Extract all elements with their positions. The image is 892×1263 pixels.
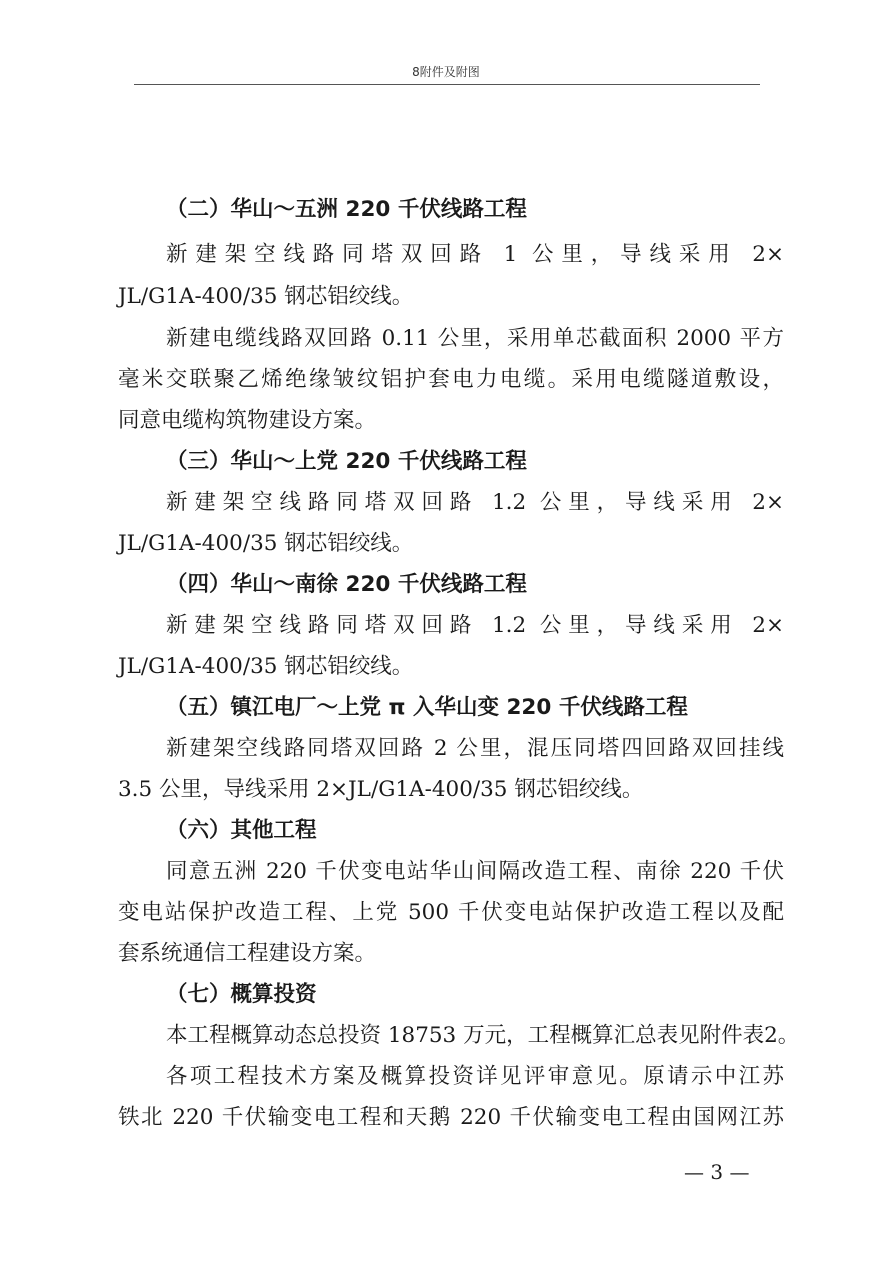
section-heading-4: （四）华山～南徐 220 千伏线路工程 (166, 572, 527, 597)
section-heading-3: （三）华山～上党 220 千伏线路工程 (166, 449, 527, 474)
paragraph-line: 套系统通信工程建设方案。 (118, 941, 377, 966)
header-rule (134, 84, 760, 85)
paragraph-line: JL/G1A-400/35 钢芯铝绞线。 (118, 531, 414, 556)
paragraph-line: 各项工程技术方案及概算投资详见评审意见。原请示中江苏 (166, 1064, 784, 1089)
paragraph-line: 铁北 220 千伏输变电工程和天鹅 220 千伏输变电工程由国网江苏 (118, 1105, 784, 1130)
paragraph-line: 新建架空线路同塔双回路 1.2 公里，导线采用 2× (166, 490, 784, 515)
paragraph-line: 3.5 公里，导线采用 2×JL/G1A-400/35 钢芯铝绞线。 (118, 777, 644, 802)
paragraph-line: 同意电缆构筑物建设方案。 (118, 408, 377, 433)
page-number: — 3 — (684, 1160, 750, 1184)
section-heading-2: （二）华山～五洲 220 千伏线路工程 (166, 197, 527, 222)
page-header: 8附件及附图 (412, 65, 480, 79)
paragraph-line: 新建架空线路同塔双回路 1 公里，导线采用 2× (166, 242, 784, 267)
paragraph-line: 新建电缆线路双回路 0.11 公里，采用单芯截面积 2000 平方 (166, 326, 784, 351)
paragraph-line: 同意五洲 220 千伏变电站华山间隔改造工程、南徐 220 千伏 (166, 859, 784, 884)
paragraph-line: 毫米交联聚乙烯绝缘皱纹铝护套电力电缆。采用电缆隧道敷设， (118, 367, 784, 392)
paragraph-line: 新建架空线路同塔双回路 2 公里，混压同塔四回路双回挂线 (166, 736, 784, 761)
paragraph-line: 变电站保护改造工程、上党 500 千伏变电站保护改造工程以及配 (118, 900, 784, 925)
section-heading-7: （七）概算投资 (166, 982, 317, 1007)
paragraph-line: JL/G1A-400/35 钢芯铝绞线。 (118, 284, 414, 309)
paragraph-line: 新建架空线路同塔双回路 1.2 公里，导线采用 2× (166, 613, 784, 638)
section-heading-5: （五）镇江电厂～上党 π 入华山变 220 千伏线路工程 (166, 695, 688, 720)
paragraph-line: JL/G1A-400/35 钢芯铝绞线。 (118, 654, 414, 679)
section-heading-6: （六）其他工程 (166, 818, 317, 843)
paragraph-line: 本工程概算动态总投资 18753 万元，工程概算汇总表见附件表2。 (166, 1023, 800, 1048)
